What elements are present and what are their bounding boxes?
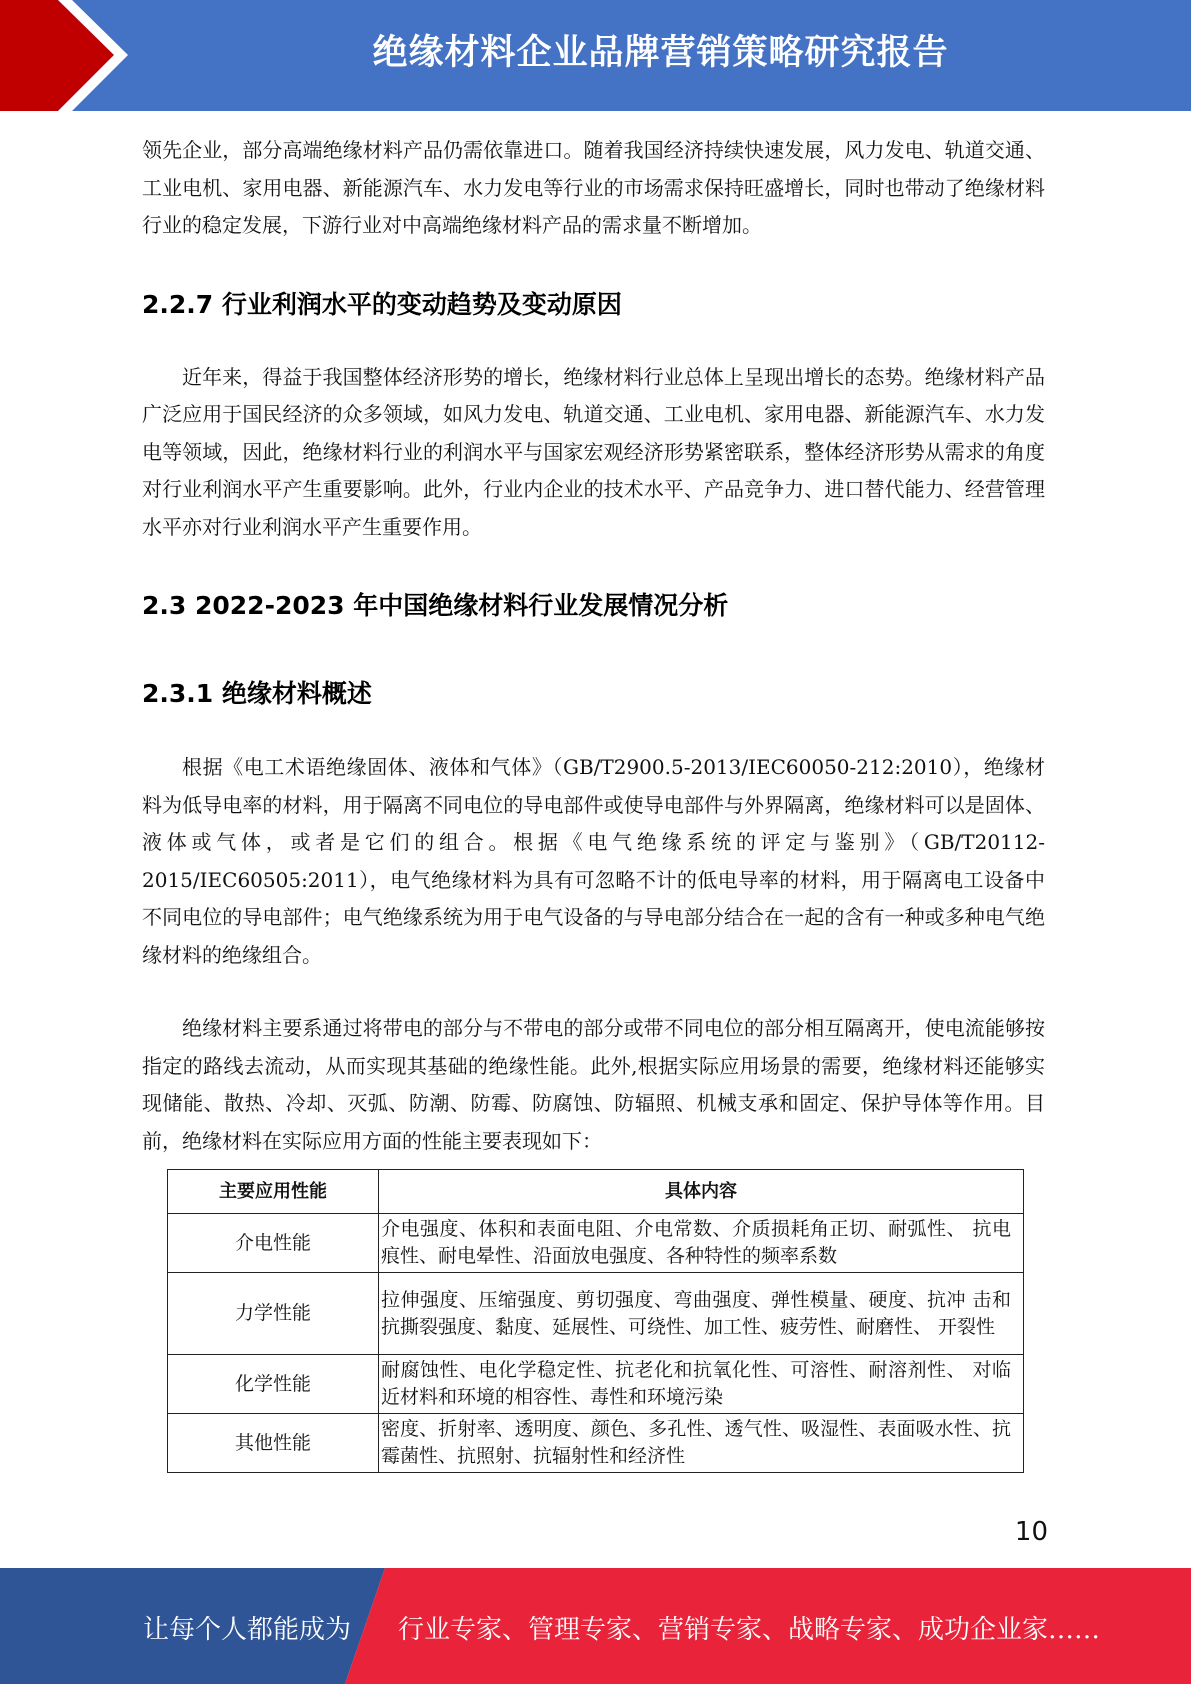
performance-content: 密度、折射率、透明度、颜色、多孔性、透气性、吸湿性、表面吸水性、抗霉菌性、抗照射、抗辐射性和经济性 (379, 1414, 1024, 1473)
column-header-content: 具体内容 (379, 1170, 1024, 1214)
page-number: 10 (1014, 1517, 1048, 1547)
table-row (168, 1414, 1024, 1473)
table-header-row (168, 1170, 1024, 1214)
section-heading-2-3: 2.3 2022-2023 年中国绝缘材料行业发展情况分析 (142, 591, 729, 620)
performance-name: 力学性能 (168, 1273, 379, 1355)
intro-paragraph: 领先企业，部分高端绝缘材料产品仍需依靠进口。随着我国经济持续快速发展，风力发电、轨道交通、工业电机、家用电器、新能源汽车、水力发电等行业的市场需求保持旺盛增长，同时也带动了绝缘材料行业的稳定发展，下游行业对中高端绝缘材料产品的需求量不断增加。 (142, 138, 1045, 237)
footer-slogan-right: 行业专家、管理专家、营销专家、战略专家、成功企业家…… (398, 1615, 1101, 1645)
page-footer (0, 1568, 1191, 1684)
page-header (0, 0, 1191, 111)
header-chevron-icon (0, 0, 160, 111)
table-row (168, 1273, 1024, 1355)
performance-content: 介电强度、体积和表面电阻、介电常数、介质损耗角正切、耐弧性、 抗电痕性、耐电晕性、沿面放电强度、各种特性的频率系数 (379, 1214, 1024, 1273)
column-header-performance: 主要应用性能 (168, 1170, 379, 1214)
footer-slogan-left: 让每个人都能成为 (143, 1615, 352, 1645)
performance-name: 其他性能 (168, 1414, 379, 1473)
table-row (168, 1214, 1024, 1273)
section-2-3-1-paragraph-1: 根据《电工术语绝缘固体、液体和气体》（GB/T2900.5-2013/IEC60050-212:2010），绝缘材料为低导电率的材料，用于隔离不同电位的导电部件或使导电部件与外界隔离，绝缘材料可以是固体、液体或气体，或者是它们的组合。根据《电气绝缘系统的评定与鉴别》（GB/T20112-2015/IEC60505:2011），电气绝缘材料为具有可忽略不计的低电导率的材料，用于隔离电工设备中不同电位的导电部件；电气绝缘系统为用于电气设备的与导电部分结合在一起的含有一种或多种电气绝缘材料的绝缘组合。 (142, 755, 1045, 967)
performance-content: 耐腐蚀性、电化学稳定性、抗老化和抗氧化性、可溶性、耐溶剂性、 对临近材料和环境的相容性、毒性和环境污染 (379, 1355, 1024, 1414)
document-body (142, 132, 1045, 1160)
performance-name: 介电性能 (168, 1214, 379, 1273)
section-heading-2-3-1: 2.3.1 绝缘材料概述 (142, 679, 372, 708)
report-title: 绝缘材料企业品牌营销策略研究报告 (372, 33, 949, 73)
section-2-2-7-paragraph: 近年来，得益于我国整体经济形势的增长，绝缘材料行业总体上呈现出增长的态势。绝缘材料产品广泛应用于国民经济的众多领域，如风力发电、轨道交通、工业电机、家用电器、新能源汽车、水力发电等领域，因此，绝缘材料行业的利润水平与国家宏观经济形势紧密联系，整体经济形势从需求的角度对行业利润水平产生重要影响。此外，行业内企业的技术水平、产品竞争力、进口替代能力、经营管理水平亦对行业利润水平产生重要作用。 (142, 364, 1045, 539)
section-heading-2-2-7: 2.2.7 行业利润水平的变动趋势及变动原因 (142, 289, 622, 319)
performance-table (167, 1169, 1024, 1473)
table-row (168, 1355, 1024, 1414)
section-2-3-1-paragraph-2: 绝缘材料主要系通过将带电的部分与不带电的部分或带不同电位的部分相互隔离开，使电流能够按指定的路线去流动，从而实现其基础的绝缘性能。此外,根据实际应用场景的需要，绝缘材料还能够实现储能、散热、冷却、灭弧、防潮、防霉、防腐蚀、防辐照、机械支承和固定、保护导体等作用。目前，绝缘材料在实际应用方面的性能主要表现如下： (142, 1016, 1045, 1153)
performance-content: 拉伸强度、压缩强度、剪切强度、弯曲强度、弹性模量、硬度、抗冲 击和抗撕裂强度、黏度、延展性、可绕性、加工性、疲劳性、耐磨性、 开裂性 (379, 1273, 1024, 1355)
performance-name: 化学性能 (168, 1355, 379, 1414)
